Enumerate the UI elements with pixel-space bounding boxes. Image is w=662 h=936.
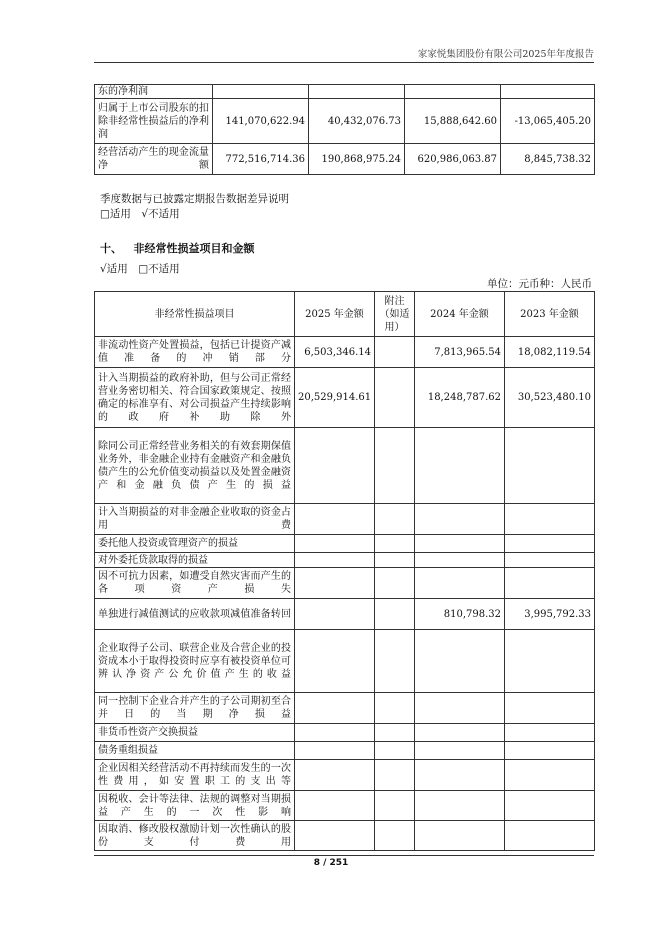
- row-label: 对外委托贷款取得的损益: [95, 553, 295, 568]
- table-row: [95, 791, 595, 821]
- cell-2023: [505, 693, 595, 724]
- cell-note: [375, 568, 415, 599]
- row-label: 计入当期损益的对非金融企业收取的资金占用费: [95, 504, 295, 535]
- row-label: 因不可抗力因素，如遭受自然灾害而产生的各项资产损失: [95, 568, 295, 599]
- table-row: [95, 428, 595, 504]
- cell-2024: [415, 760, 505, 791]
- cell-2024: [415, 428, 505, 504]
- table-header-row: [95, 292, 595, 337]
- cell-2023: [505, 760, 595, 791]
- cell-2024: 18,248,787.62: [415, 368, 505, 428]
- cell-2024: [415, 504, 505, 535]
- cell-2025: [295, 724, 375, 742]
- quarterly-data-table: [94, 84, 595, 175]
- table-row: [95, 693, 595, 724]
- table-row: [95, 724, 595, 742]
- cell-2025: [295, 693, 375, 724]
- row-label: 单独进行减值测试的应收款项减值准备转回: [95, 599, 295, 630]
- report-header: 家家悦集团股份有限公司2025年年度报告: [417, 49, 594, 60]
- table-row: [95, 630, 595, 693]
- cell-2024: [415, 535, 505, 553]
- footer-divider: [94, 855, 594, 856]
- row-label: 企业取得子公司、联营企业及合营企业的投资成本小于取得投资时应享有被投资单位可辨认净资产公允价值产生的收益: [95, 630, 295, 693]
- table-row: [95, 535, 595, 553]
- table-row: [95, 821, 595, 851]
- cell-note: [375, 599, 415, 630]
- cell-2025: [295, 599, 375, 630]
- cell-note: [375, 821, 415, 851]
- table-row: [95, 742, 595, 760]
- cell-q2: 40,432,076.73: [309, 99, 405, 144]
- table-row: [95, 99, 595, 144]
- cell-note: [375, 760, 415, 791]
- cell-q3: [405, 85, 501, 99]
- cell-q1: 772,516,714.36: [213, 144, 309, 175]
- cell-note: [375, 724, 415, 742]
- cell-2023: 30,523,480.10: [505, 368, 595, 428]
- section-heading: [100, 240, 255, 256]
- row-label: 东的净利润: [95, 85, 213, 99]
- cell-q1: [213, 85, 309, 99]
- cell-2023: [505, 504, 595, 535]
- cell-q3: 15,888,642.60: [405, 99, 501, 144]
- cell-2025: [295, 760, 375, 791]
- cell-note: [375, 791, 415, 821]
- section-options: √适用 □不适用: [100, 263, 180, 275]
- cell-note: [375, 504, 415, 535]
- cell-2025: 6,503,346.14: [295, 337, 375, 368]
- cell-2025: 20,529,914.61: [295, 368, 375, 428]
- cell-2024: [415, 791, 505, 821]
- row-label: 债务重组损益: [95, 742, 295, 760]
- table-row: [95, 568, 595, 599]
- header-item: 非经常性损益项目: [95, 292, 295, 337]
- table-row: [95, 368, 595, 428]
- row-label: 因税收、会计等法律、法规的调整对当期损益产生的一次性影响: [95, 791, 295, 821]
- cell-note: [375, 742, 415, 760]
- cell-q3: 620,986,063.87: [405, 144, 501, 175]
- cell-note: [375, 535, 415, 553]
- cell-2024: 7,813,965.54: [415, 337, 505, 368]
- unit-label: 单位：元币种：人民币: [487, 278, 592, 290]
- cell-2025: [295, 553, 375, 568]
- cell-2025: [295, 630, 375, 693]
- cell-2025: [295, 742, 375, 760]
- cell-2024: [415, 568, 505, 599]
- cell-note: [375, 368, 415, 428]
- cell-2024: [415, 630, 505, 693]
- cell-2024: [415, 553, 505, 568]
- cell-2024: [415, 742, 505, 760]
- row-label: 同一控制下企业合并产生的子公司期初至合并日的当期净损益: [95, 693, 295, 724]
- table-row: [95, 760, 595, 791]
- cell-2024: [415, 821, 505, 851]
- cell-note: [375, 630, 415, 693]
- non-recurring-items-table: [94, 291, 595, 851]
- cell-q4: 8,845,738.32: [501, 144, 595, 175]
- cell-q1: 141,070,622.94: [213, 99, 309, 144]
- row-label: 除同公司正常经营业务相关的有效套期保值业务外，非金融企业持有金融资产和金融负债产生的公允价值变动损益以及处置金融资产和金融负债产生的损益: [95, 428, 295, 504]
- section-title: 非经常性损益项目和金额: [133, 242, 255, 255]
- quarter-note-options: □适用 √不适用: [100, 208, 180, 220]
- table-row: [95, 504, 595, 535]
- row-label: 因取消、修改股权激励计划一次性确认的股份支付费用: [95, 821, 295, 851]
- section-number: 十、: [100, 242, 122, 255]
- header-2024: 2024 年金额: [415, 292, 505, 337]
- cell-2023: [505, 630, 595, 693]
- cell-2023: [505, 791, 595, 821]
- cell-2025: [295, 535, 375, 553]
- cell-2023: [505, 724, 595, 742]
- row-label: 经营活动产生的现金流量净额: [95, 144, 213, 175]
- page-number: 8 / 251: [313, 858, 349, 868]
- cell-q2: 190,868,975.24: [309, 144, 405, 175]
- cell-2023: [505, 428, 595, 504]
- table-row: [95, 144, 595, 175]
- row-label: 计入当期损益的政府补助，但与公司正常经营业务密切相关、符合国家政策规定、按照确定的标准享有、对公司损益产生持续影响的政府补助除外: [95, 368, 295, 428]
- cell-note: [375, 428, 415, 504]
- header-2025: 2025 年金额: [295, 292, 375, 337]
- row-label: 企业因相关经营活动不再持续而发生的一次性费用，如安置职工的支出等: [95, 760, 295, 791]
- table-row: [95, 553, 595, 568]
- cell-2025: [295, 821, 375, 851]
- cell-2023: [505, 742, 595, 760]
- row-label: 非货币性资产交换损益: [95, 724, 295, 742]
- cell-2023: [505, 535, 595, 553]
- row-label: 非流动性资产处置损益，包括已计提资产减值准备的冲销部分: [95, 337, 295, 368]
- cell-2025: [295, 428, 375, 504]
- header-note: 附注（如适用）: [375, 292, 415, 337]
- row-label: 归属于上市公司股东的扣除非经常性损益后的净利润: [95, 99, 213, 144]
- cell-q2: [309, 85, 405, 99]
- cell-note: [375, 553, 415, 568]
- cell-2023: 3,995,792.33: [505, 599, 595, 630]
- cell-note: [375, 337, 415, 368]
- cell-2025: [295, 504, 375, 535]
- cell-2023: 18,082,119.54: [505, 337, 595, 368]
- cell-2025: [295, 791, 375, 821]
- cell-q4: -13,065,405.20: [501, 99, 595, 144]
- cell-2024: [415, 693, 505, 724]
- cell-2024: 810,798.32: [415, 599, 505, 630]
- cell-q4: [501, 85, 595, 99]
- cell-2023: [505, 821, 595, 851]
- quarter-note-title: 季度数据与已披露定期报告数据差异说明: [100, 193, 289, 205]
- table-row: [95, 599, 595, 630]
- table-row: [95, 337, 595, 368]
- cell-2023: [505, 568, 595, 599]
- table-row: [95, 85, 595, 99]
- cell-2025: [295, 568, 375, 599]
- row-label: 委托他人投资或管理资产的损益: [95, 535, 295, 553]
- cell-2023: [505, 553, 595, 568]
- header-2023: 2023 年金额: [505, 292, 595, 337]
- header-divider: [94, 62, 594, 63]
- cell-2024: [415, 724, 505, 742]
- cell-note: [375, 693, 415, 724]
